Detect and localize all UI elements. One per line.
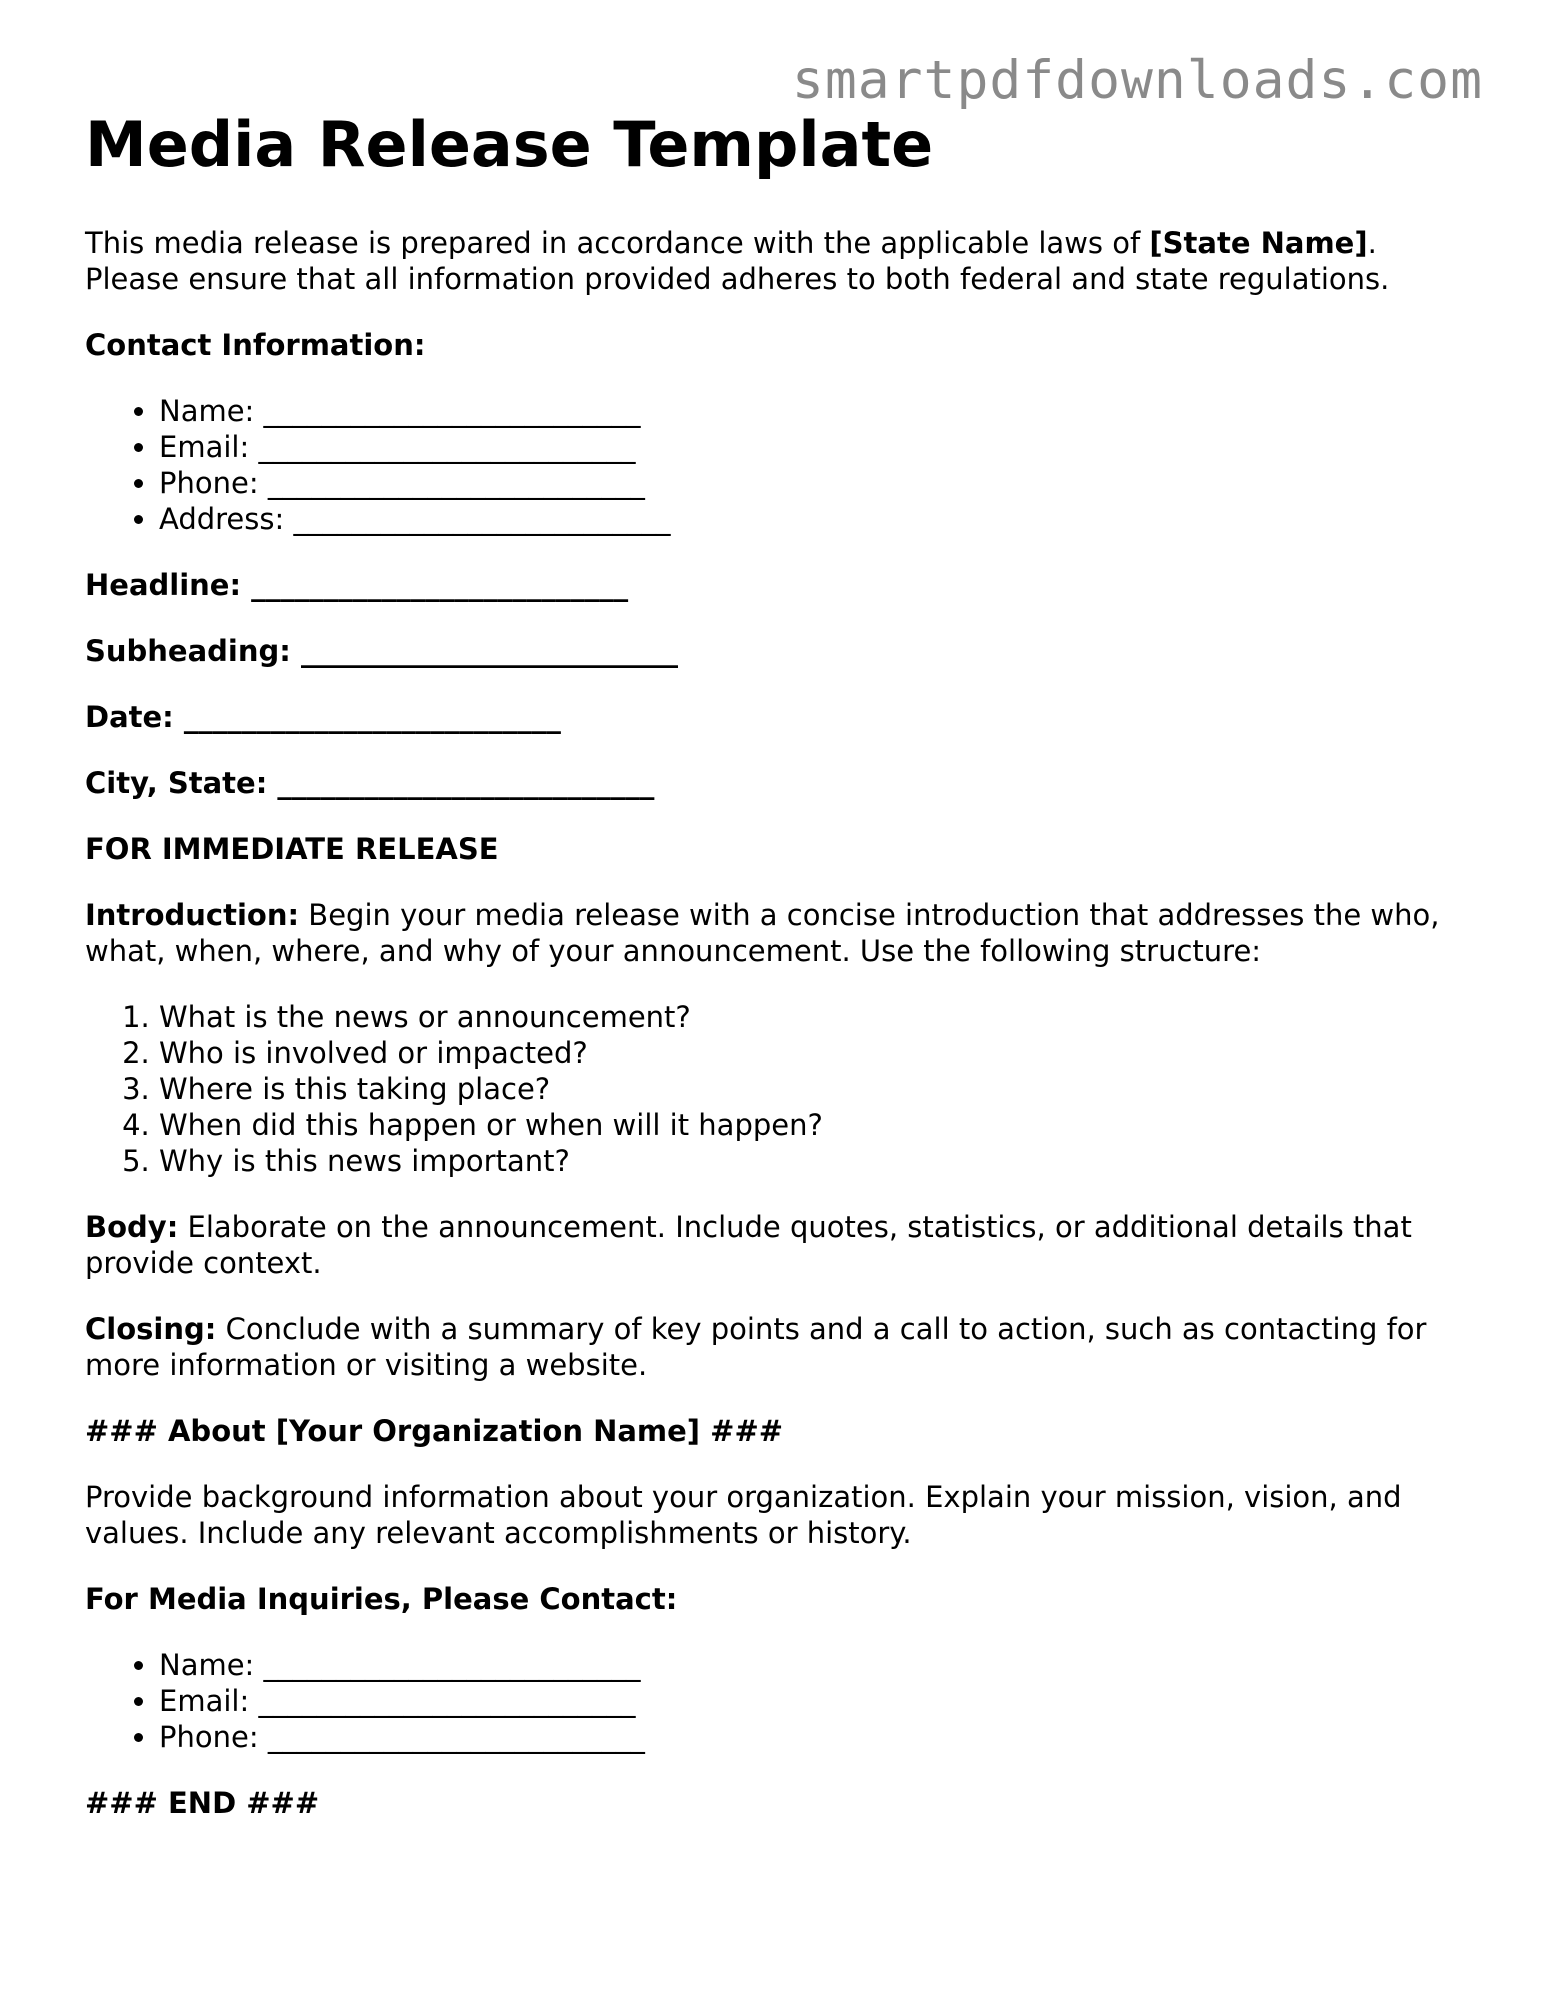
intro-paragraph bbox=[85, 225, 1475, 297]
question-item: 2. Who is involved or impacted? bbox=[159, 1035, 1475, 1071]
contact-information-heading: Contact Information: bbox=[85, 328, 426, 362]
media-email-item bbox=[159, 1683, 1475, 1719]
contact-name-item bbox=[159, 393, 1475, 429]
about-heading: ### About [Your Organization Name] ### bbox=[85, 1414, 784, 1448]
field-label: Email: bbox=[159, 1684, 250, 1718]
body-label: Body: bbox=[85, 1210, 179, 1244]
city-state-label: City, State: bbox=[85, 766, 268, 800]
question-item: 5. Why is this news important? bbox=[159, 1143, 1475, 1179]
intro-text-after: . Please ensure that all information provided adheres to both federal and state regulations. bbox=[85, 226, 1390, 296]
document-title: Media Release Template bbox=[85, 108, 934, 181]
field-blank: __________________________ bbox=[267, 1720, 645, 1754]
introduction-label: Introduction: bbox=[85, 898, 300, 932]
closing-label: Closing: bbox=[85, 1312, 217, 1346]
field-label: Phone: bbox=[159, 466, 259, 500]
watermark: smartpdfdownloads.com bbox=[791, 50, 1483, 111]
contact-phone-item bbox=[159, 465, 1475, 501]
city-state-blank: __________________________ bbox=[277, 766, 655, 800]
contact-email-item bbox=[159, 429, 1475, 465]
field-blank: __________________________ bbox=[293, 502, 671, 536]
headline-blank: __________________________ bbox=[251, 568, 629, 602]
closing-paragraph bbox=[85, 1311, 1475, 1383]
subheading-field bbox=[85, 633, 1475, 669]
body-text: Elaborate on the announcement. Include quotes, statistics, or additional details that provide context. bbox=[85, 1210, 1412, 1280]
field-label: Name: bbox=[159, 394, 255, 428]
field-blank: __________________________ bbox=[258, 430, 636, 464]
media-inquiries-list bbox=[85, 1647, 1475, 1755]
field-blank: __________________________ bbox=[263, 1648, 641, 1682]
question-item: 4. When did this happen or when will it happen? bbox=[159, 1107, 1475, 1143]
headline-label: Headline: bbox=[85, 568, 242, 602]
subheading-label: Subheading: bbox=[85, 634, 291, 668]
field-label: Phone: bbox=[159, 1720, 259, 1754]
field-label: Name: bbox=[159, 1648, 255, 1682]
media-name-item bbox=[159, 1647, 1475, 1683]
field-label: Email: bbox=[159, 430, 250, 464]
introduction-paragraph bbox=[85, 897, 1475, 969]
intro-text-before: This media release is prepared in accordance with the applicable laws of bbox=[85, 226, 1150, 260]
date-blank: __________________________ bbox=[183, 700, 561, 734]
date-label: Date: bbox=[85, 700, 174, 734]
question-item: 1. What is the news or announcement? bbox=[159, 999, 1475, 1035]
state-name-placeholder: [State Name] bbox=[1149, 226, 1368, 260]
field-label: Address: bbox=[159, 502, 285, 536]
introduction-questions-list bbox=[85, 999, 1475, 1179]
question-item: 3. Where is this taking place? bbox=[159, 1071, 1475, 1107]
headline-field bbox=[85, 567, 1475, 603]
field-blank: __________________________ bbox=[267, 466, 645, 500]
contact-address-item bbox=[159, 501, 1475, 537]
end-marker: ### END ### bbox=[85, 1786, 320, 1820]
body-paragraph bbox=[85, 1209, 1475, 1281]
immediate-release-heading: FOR IMMEDIATE RELEASE bbox=[85, 832, 499, 866]
date-field bbox=[85, 699, 1475, 735]
contact-information-list bbox=[85, 393, 1475, 537]
field-blank: __________________________ bbox=[263, 394, 641, 428]
closing-text: Conclude with a summary of key points and a call to action, such as contacting for more information or visiting a website. bbox=[85, 1312, 1427, 1382]
field-blank: __________________________ bbox=[258, 1684, 636, 1718]
document-page bbox=[85, 105, 1475, 1851]
city-state-field bbox=[85, 765, 1475, 801]
about-paragraph: Provide background information about your organization. Explain your mission, vision, and values. Include any relevant accomplishments or history. bbox=[85, 1480, 1402, 1550]
introduction-text: Begin your media release with a concise introduction that addresses the who, what, when, where, and why of your announcement. Use the following structure: bbox=[85, 898, 1440, 968]
media-phone-item bbox=[159, 1719, 1475, 1755]
subheading-blank: __________________________ bbox=[300, 634, 678, 668]
media-inquiries-heading: For Media Inquiries, Please Contact: bbox=[85, 1582, 678, 1616]
